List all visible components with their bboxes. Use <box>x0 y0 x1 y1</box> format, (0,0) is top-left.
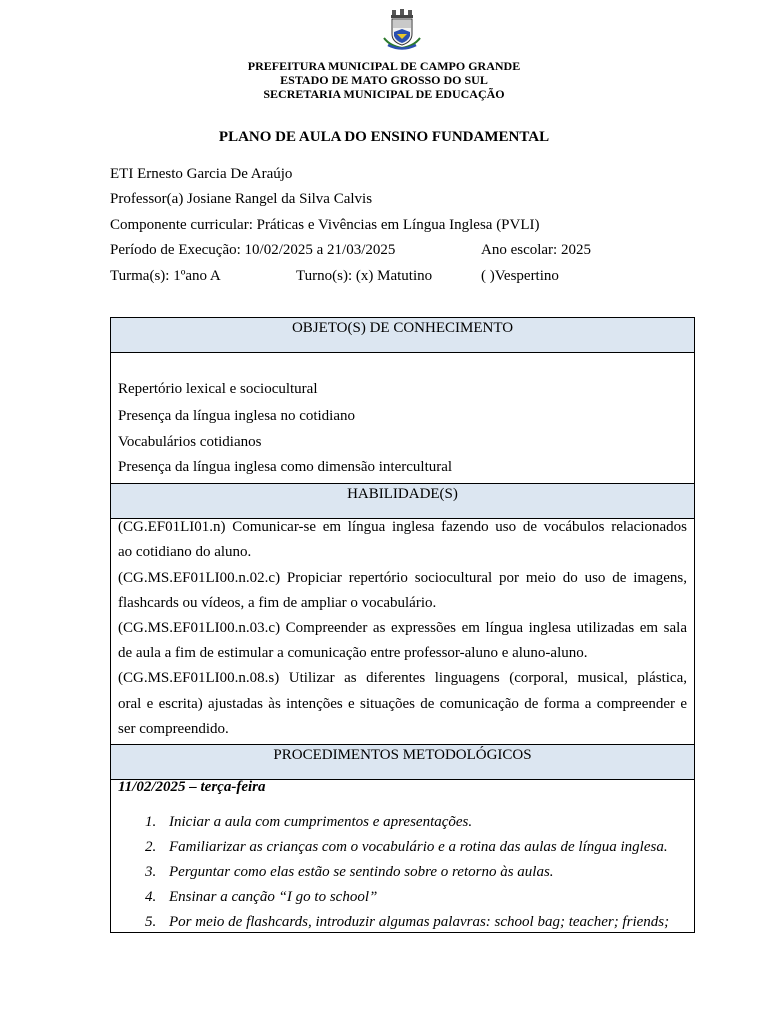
procedure-step <box>145 889 377 906</box>
step-number: 3. <box>145 864 157 880</box>
object-item: Vocabulários cotidianos <box>118 434 262 450</box>
objects-heading: OBJETO(S) DE CONHECIMENTO <box>111 318 694 353</box>
object-item: Repertório lexical e sociocultural <box>118 381 318 397</box>
skill-line: oral e escrita) ajustadas às intenções e situações de comunicação de forma a compreender e <box>118 696 687 712</box>
skill-line: (CG.EF01LI01.n) Comunicar-se em língua inglesa fazendo uso de vocábulos relacionados <box>118 519 687 535</box>
procedure-step <box>145 814 472 831</box>
municipal-crest-icon <box>380 8 424 52</box>
step-number: 4. <box>145 889 157 905</box>
step-text: Iniciar a aula com cumprimentos e apresentações. <box>169 814 473 830</box>
procedure-step <box>145 914 669 931</box>
step-number: 5. <box>145 914 157 930</box>
step-number: 1. <box>145 814 157 830</box>
skill-line: (CG.MS.EF01LI00.n.02.c) Propiciar repertório sociocultural por meio do uso de imagens, <box>118 570 687 586</box>
lesson-plan-table <box>110 317 695 933</box>
class-group: Turma(s): 1ºano A <box>110 268 221 284</box>
object-item: Presença da língua inglesa no cotidiano <box>118 408 356 424</box>
skill-line: flashcards ou vídeos, a fim de ampliar o vocabulário. <box>118 595 437 611</box>
procedure-step <box>145 864 554 881</box>
step-number: 2. <box>145 839 157 855</box>
skill-line: de aula a fim de estimular a comunicação entre professor-aluno e aluno-aluno. <box>118 645 588 661</box>
header-line-secretaria: SECRETARIA MUNICIPAL DE EDUCAÇÃO <box>263 87 505 101</box>
execution-period: Período de Execução: 10/02/2025 a 21/03/2025 <box>110 242 396 258</box>
step-text: Ensinar a canção “I go to school” <box>169 889 378 905</box>
shift-morning: Turno(s): (x) Matutino <box>296 268 433 284</box>
skills-heading: HABILIDADE(S) <box>111 483 694 519</box>
header-line-prefeitura: PREFEITURA MUNICIPAL DE CAMPO GRANDE <box>247 59 521 73</box>
skill-line: ao cotidiano do aluno. <box>118 544 252 560</box>
shift-afternoon: ( )Vespertino <box>481 268 559 284</box>
procedure-step <box>145 839 668 856</box>
step-text: Por meio de flashcards, introduzir algumas palavras: school bag; teacher; friends; <box>169 914 670 930</box>
teacher-name: Professor(a) Josiane Rangel da Silva Calvis <box>110 191 373 207</box>
step-text: Familiarizar as crianças com o vocabulário e a rotina das aulas de língua inglesa. <box>169 839 668 855</box>
school-name: ETI Ernesto Garcia De Araújo <box>110 166 293 182</box>
lesson-date: 11/02/2025 – terça-feira <box>118 779 266 795</box>
object-item: Presença da língua inglesa como dimensão intercultural <box>118 459 453 475</box>
procedures-heading: PROCEDIMENTOS METODOLÓGICOS <box>111 744 694 780</box>
curricular-component: Componente curricular: Práticas e Vivências em Língua Inglesa (PVLI) <box>110 217 540 233</box>
skill-line: (CG.MS.EF01LI00.n.03.c) Compreender as expressões em língua inglesa utilizadas em sala <box>118 620 687 636</box>
school-year: Ano escolar: 2025 <box>481 242 591 258</box>
skill-line: (CG.MS.EF01LI00.n.08.s) Utilizar as diferentes linguagens (corporal, musical, plástica, <box>118 670 687 686</box>
skill-line: ser compreendido. <box>118 721 229 737</box>
step-text: Perguntar como elas estão se sentindo sobre o retorno às aulas. <box>169 864 554 880</box>
document-title: PLANO DE AULA DO ENSINO FUNDAMENTAL <box>218 129 550 145</box>
header-line-estado: ESTADO DE MATO GROSSO DO SUL <box>280 73 488 87</box>
